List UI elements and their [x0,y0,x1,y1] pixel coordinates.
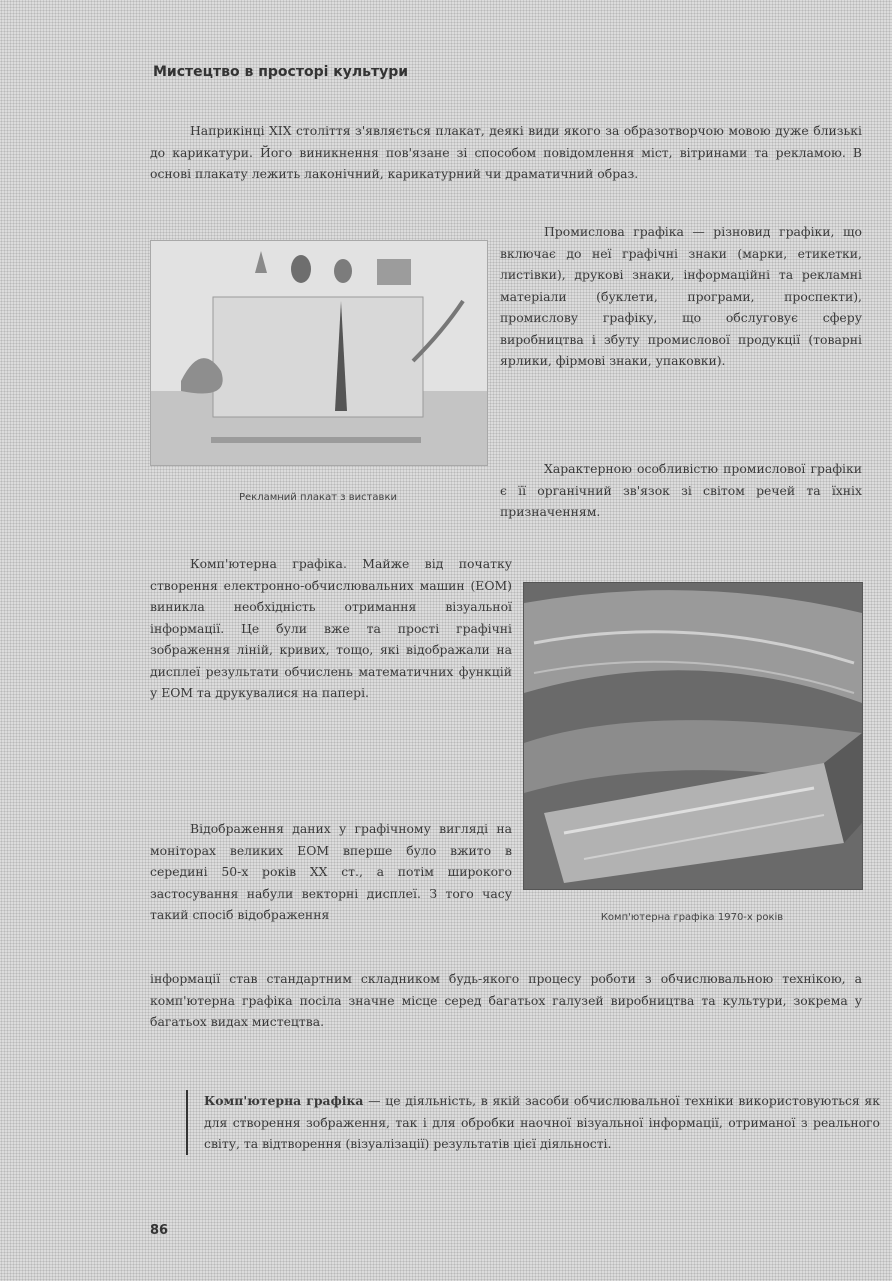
paragraph-industrial-graphics: Промислова графіка — різновид графіки, що включає до неї графічні знаки (марки, етикетки, листівки), друкові знаки, інформаційні та рекламні матеріали (буклети, програми, проспекти), промислову графіку, що обслуговує сферу виробництва і збуту промислової продукції (товарні ярлики, фірмові знаки, упаковки). [500,224,862,368]
paragraph-intro: Наприкінці XIX століття з'являється плакат, деякі види якого за образотворчою мовою дуже близькі до карикатури. Його виникнення пов'язане зі способом повідомлення міст, вітринами та рекламою. В основі плакату лежить лаконічний, карикатурний чи драматичний образ. [150,123,862,181]
poster-caption: Рекламний плакат з виставки [238,492,397,503]
paragraph-computer-graphics: Комп'ютерна графіка. Майже від початку створення електронно-обчислювальних машин (ЕОМ) виникла необхідність отримання візуальної інформації. Це були вже та прості графічні зображення ліній, кривих, тощо, які відображали на дисплеї результати обчислень математичних функцій у ЕОМ та друкувалися на папері. [150,556,512,700]
definition-box [186,1090,880,1155]
section-heading: Мистецтво в просторі культури [153,64,409,80]
paragraph-computer-display: Відображення даних у графічному вигляді на моніторах великих ЕОМ вперше було вжито в середині 50-х років XX ст., а потім широкого застосування набули векторні дисплеї. З того часу такий спосіб відображення [150,821,512,922]
poster-illustration [150,240,488,466]
page-number: 86 [150,1223,169,1238]
definition-term: Комп'ютерна графіка [204,1093,364,1108]
paragraph-industrial-feature: Характерною особливістю промислової графіки є її органічний зв'язок зі світом речей та їхніх призначенням. [500,461,862,519]
computer-graphics-caption: Комп'ютерна графіка 1970-х років [600,912,784,923]
computer-graphics-illustration [523,582,863,890]
paragraph-computer-continuation: інформації став стандартним складником будь-якого процесу роботи з обчислювальною технікою, а комп'ютерна графіка посіла значне місце серед багатьох галузей виробництва та культури, зокрема у багатьох видах мистецтва. [150,971,862,1029]
definition-text: — це діяльність, в якій засоби обчислювальної техніки використовуються як для створення зображення, так і для обробки наочної візуальної інформації, отриманої з реального світу, та відтворення (візуалізації) результатів цієї діяльності. [204,1093,880,1151]
